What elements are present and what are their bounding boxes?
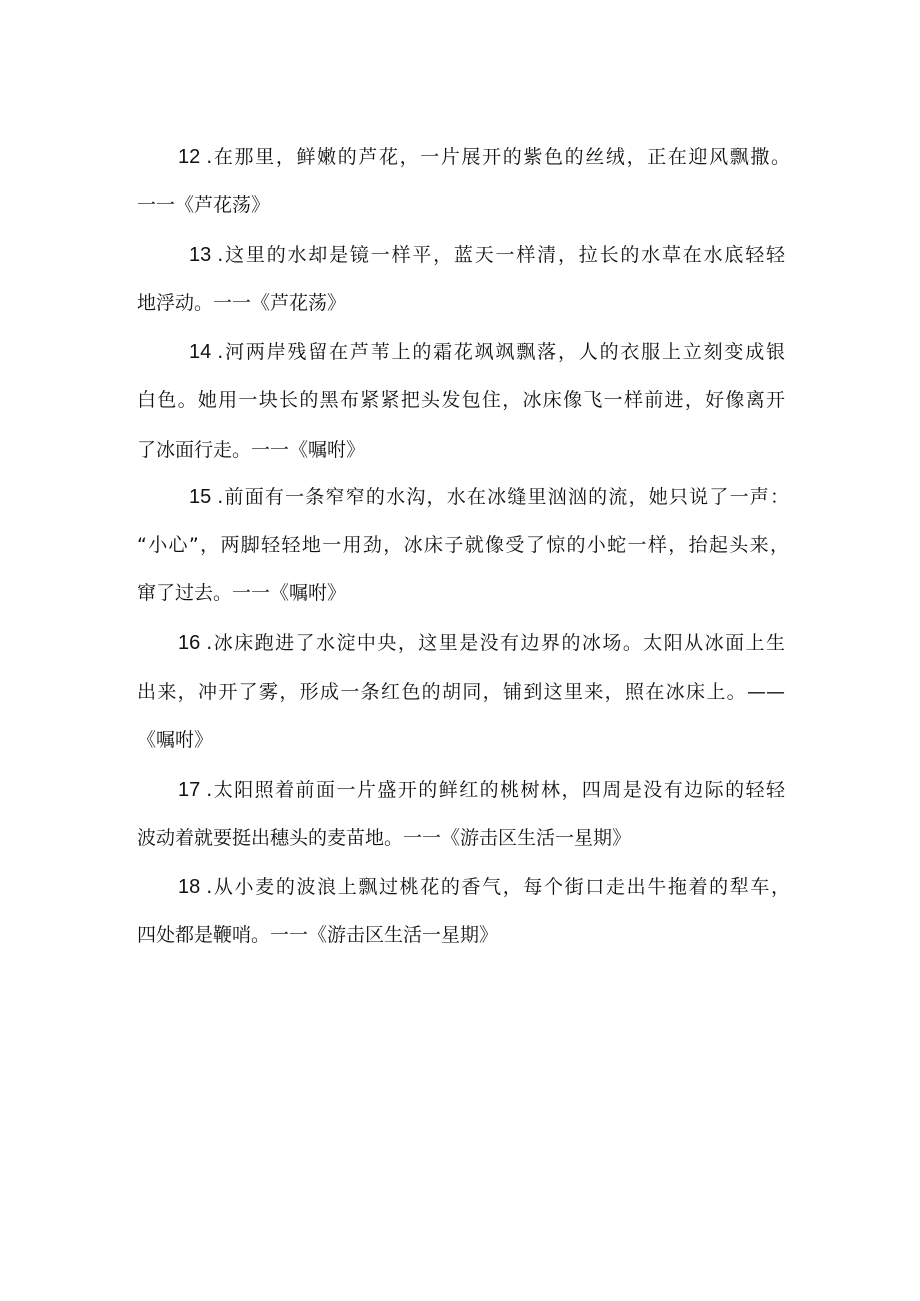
item-number: 17 (178, 779, 201, 801)
item-number: 18 (178, 876, 201, 898)
paragraph-14-line-3: 了冰面行走。一一《嘱咐》 (137, 439, 366, 461)
paragraph-15-line-3: 窜了过去。一一《嘱咐》 (137, 582, 347, 604)
item-number: 12 (178, 146, 201, 168)
paragraph-text: .前面有一条窄窄的水沟，水在冰缝里汹汹的流，她只说了一声： (217, 486, 789, 508)
paragraph-text: .河两岸残留在芦苇上的霜花飒飒飘落，人的衣服上立刻变成银 (217, 341, 785, 363)
paragraph-12-line-2: 一一《芦花荡》 (137, 194, 271, 216)
paragraph-text: .从小麦的波浪上飘过桃花的香气，每个街口走出牛拖着的犁车， (206, 876, 790, 898)
paragraph-14-line-1 (189, 339, 785, 365)
paragraph-text: .在那里，鲜嫩的芦花，一片展开的紫色的丝绒，正在迎风飘撒。 (206, 146, 790, 168)
paragraph-15-line-1 (189, 484, 789, 510)
paragraph-14-line-2: 白色。她用一块长的黑布紧紧把头发包住，冰床像飞一样前进，好像离开 (137, 389, 785, 411)
paragraph-13-line-2: 地浮动。一一《芦花荡》 (137, 292, 347, 314)
item-number: 16 (178, 632, 201, 654)
paragraph-16-line-3: 《嘱咐》 (137, 729, 214, 751)
item-number: 14 (189, 341, 212, 363)
item-number: 13 (189, 244, 212, 266)
paragraph-text: .这里的水却是镜一样平，蓝天一样清，拉长的水草在水底轻轻 (217, 244, 785, 266)
paragraph-16-line-1 (178, 630, 785, 656)
paragraph-15-line-2: “小心”，两脚轻轻地一用劲，冰床子就像受了惊的小蛇一样，抬起头来， (137, 534, 789, 556)
paragraph-text: .冰床跑进了水淀中央，这里是没有边界的冰场。太阳从冰面上生 (206, 632, 785, 654)
paragraph-text: .太阳照着前面一片盛开的鲜红的桃树林，四周是没有边际的轻轻 (206, 779, 785, 801)
paragraph-18-line-2: 四处都是鞭哨。一一《游击区生活一星期》 (137, 924, 499, 946)
paragraph-16-line-2: 出来，冲开了雾，形成一条红色的胡同，铺到这里来，照在冰床上。—— (137, 681, 785, 703)
paragraph-17-line-1 (178, 777, 785, 803)
paragraph-13-line-1 (189, 242, 785, 268)
paragraph-18-line-1 (178, 874, 790, 900)
item-number: 15 (189, 486, 212, 508)
paragraph-12-line-1 (178, 144, 790, 170)
paragraph-17-line-2: 波动着就要挺出穗头的麦苗地。一一《游击区生活一星期》 (137, 827, 632, 849)
